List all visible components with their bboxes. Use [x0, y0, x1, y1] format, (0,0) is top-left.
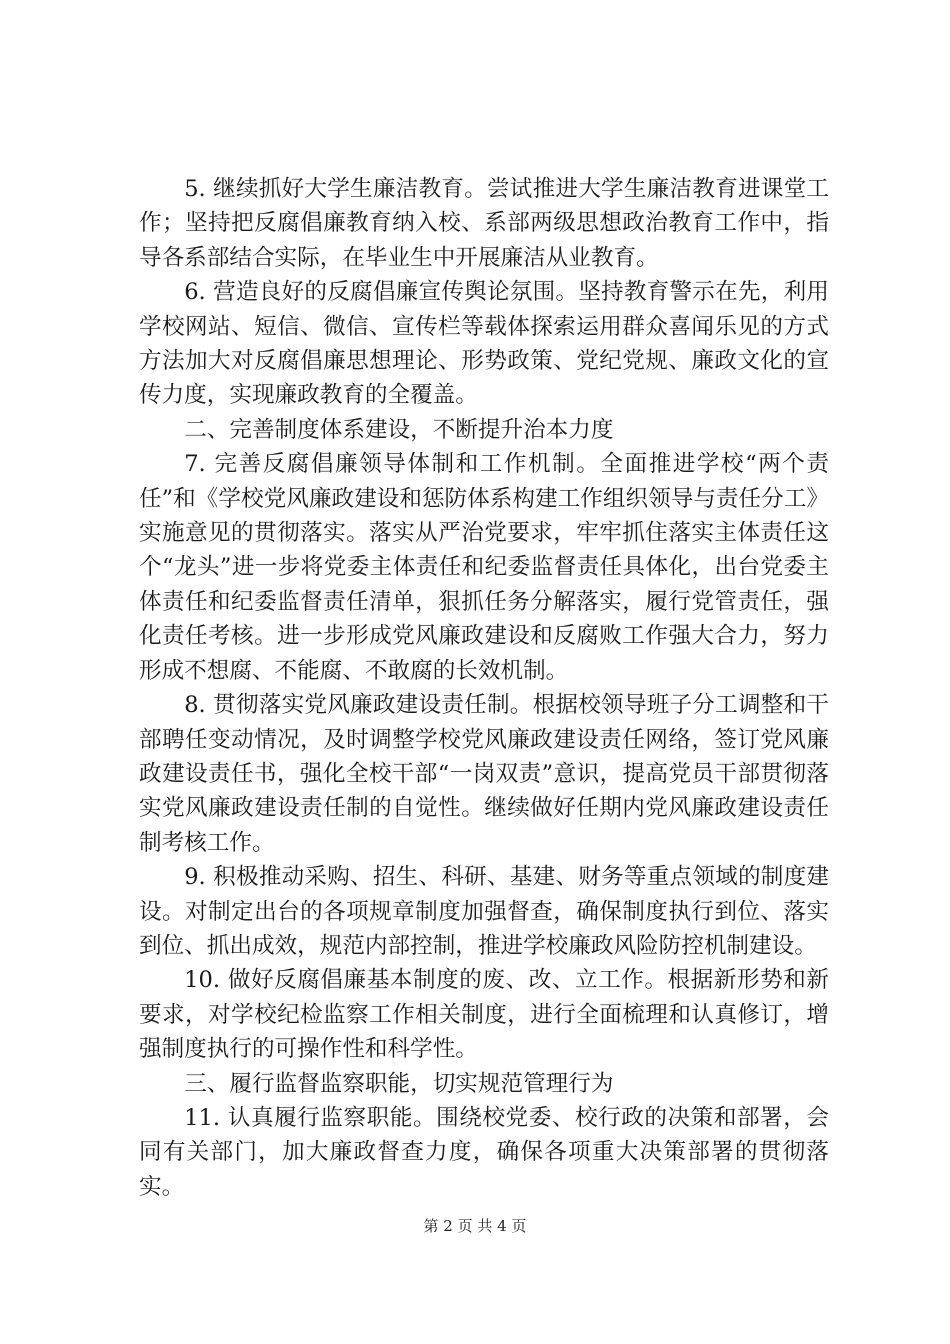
paragraph-5: 5. 继续抓好大学生廉洁教育。尝试推进大学生廉洁教育进课堂工作；坚持把反腐倡廉教育纳入校、系部两级思想政治教育工作中，指导各系部结合实际，在毕业生中开展廉洁从业教育。: [139, 176, 829, 271]
paragraph-11: 11. 认真履行监察职能。围绕校党委、校行政的决策和部署，会同有关部门，加大廉政督查力度，确保各项重大决策部署的贯彻落实。: [139, 1104, 829, 1200]
paragraph-7: 7. 完善反腐倡廉领导体制和工作机制。全面推进学校“两个责任”和《学校党风廉政建设和惩防体系构建工作组织领导与责任分工》实施意见的贯彻落实。落实从严治党要求，牢牢抓住落实主体责任这个“龙头”进一步将党委主体责任和纪委监督责任具体化，出台党委主体责任和纪委监督责任清单，狠抓任务分解落实，履行党管责任，强化责任考核。进一步形成党风廉政建设和反腐败工作强大合力，努力形成不想腐、不能腐、不敢腐的长效机制。: [139, 451, 829, 684]
paragraph-9: 9. 积极推动采购、招生、科研、基建、财务等重点领域的制度建设。对制定出台的各项规章制度加强督查，确保制度执行到位、落实到位、抓出成效，规范内部控制，推进学校廉政风险防控机制建设。: [139, 864, 829, 959]
paragraph-6: 6. 营造良好的反腐倡廉宣传舆论氛围。坚持教育警示在先，利用学校网站、短信、微信、宣传栏等载体探索运用群众喜闻乐见的方式方法加大对反腐倡廉思想理论、形势政策、党纪党规、廉政文化的宣传力度，实现廉政教育的全覆盖。: [139, 279, 829, 409]
section-heading-3: 三、履行监督监察职能，切实规范管理行为: [184, 1070, 614, 1097]
paragraph-10: 10. 做好反腐倡廉基本制度的废、改、立工作。根据新形势和新要求，对学校纪检监察工作相关制度，进行全面梳理和认真修订，增强制度执行的可操作性和科学性。: [139, 967, 829, 1063]
section-heading-2: 二、完善制度体系建设，不断提升治本力度: [184, 416, 614, 443]
page-footer: 第 2 页 共 4 页: [423, 1217, 527, 1235]
document-body: [139, 172, 829, 1204]
paragraph-8: 8. 贯彻落实党风廉政建设责任制。根据校领导班子分工调整和干部聘任变动情况，及时调整学校党风廉政建设责任网络，签订党风廉政建设责任书，强化全校干部“一岗双责”意识，提高党员干部贯彻落实党风廉政建设责任制的自觉性。继续做好任期内党风廉政建设责任制考核工作。: [139, 692, 829, 856]
